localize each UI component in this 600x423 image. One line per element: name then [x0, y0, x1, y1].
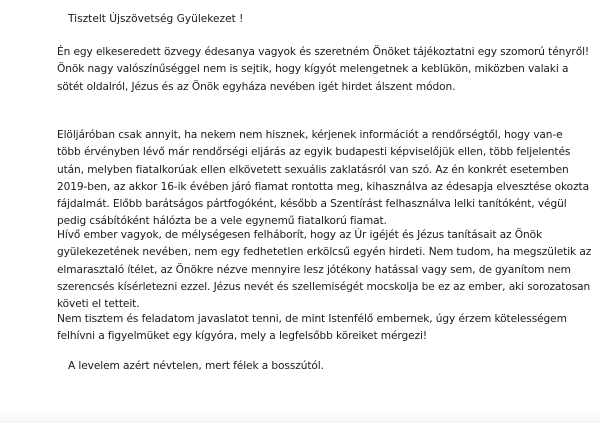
paragraph-3 — [57, 227, 592, 313]
paragraph-line: fájdalmát. Előbb barátságos pártfogóként, később a Szentírást felhasználva lelki tanítóként, végül — [57, 198, 567, 211]
paragraph-line: Nem tisztem és feladatom javaslatot tenni, de mint Istenfélő embernek, úgy érzem kötelességem — [57, 313, 567, 325]
paragraph-line: sötét oldalról, Jézus és az Önök egyháza nevében igét hirdet álszent módon. — [57, 80, 456, 93]
paragraph-line: Elöljáróban csak annyit, ha nekem nem hisznek, kérjenek információt a rendőrségtől, hogy van-e — [57, 129, 563, 141]
paragraph-line: több érvényben lévő már rendőrségi eljárás az egyik budapesti képviselőjük ellen, több feljelentés — [57, 146, 571, 159]
paragraph-line: A levelem azért névtelen, mert félek a bosszútól. — [68, 360, 324, 372]
letter-greeting: Tisztelt Újszövetség Gyülekezet ! — [68, 13, 244, 25]
paragraph-line: után, melyben fiatalkorúak ellen elkövetett sexuális zaklatásról van szó. Az én konkrét esetemben — [57, 163, 569, 176]
paragraph-4 — [57, 311, 587, 346]
paragraph-line: elmarasztaló ítélet, az Önökre nézve mennyire lesz jótékony hatással vagy sem, de gyanítom nem — [57, 263, 571, 276]
paragraph-line: felhívni a figyelmüket egy kígyóra, mely a legfelsőbb köreiket mérgezi! — [57, 330, 427, 343]
paragraph-line: szerencsés kísérletezni ezzel. Jézus nevét és szellemiségét mocskolja be ez az ember, aki sorozatosan — [57, 280, 591, 293]
paragraph-line: követi el tetteit. — [57, 298, 140, 311]
paragraph-line: Hívő ember vagyok, de mélységesen felháborít, hogy az Úr igéjét és Jézus tanításait az Önök — [57, 229, 543, 241]
paragraph-1 — [57, 44, 590, 96]
paragraph-2 — [57, 127, 587, 231]
paragraph-line: pedig csábítóként hálózta be a vele egynemű fiatalkorú fiamat. — [57, 215, 387, 228]
paragraph-line: Én egy elkeseredett özvegy édesanya vagyok és szeretném Önöket tájékoztatni egy szomorú tényről! — [57, 46, 590, 58]
page-edge-shadow — [0, 413, 600, 423]
paragraph-line: gyülekezetének nevében, nem egy fedhetetlen erkölcsű egyén hirdeti. Nem tudom, ha megszületik az — [57, 246, 592, 259]
paragraph-5 — [68, 358, 598, 375]
paragraph-line: 2019-ben, az akkor 16-ik évében járó fiamat rontotta meg, kihasználva az édesapja elvesztése okozta — [57, 180, 589, 193]
paragraph-line: Önök nagy valószínűséggel nem is sejtik, hogy kígyót melengetnek a keblükön, miközben valaki a — [57, 63, 569, 76]
